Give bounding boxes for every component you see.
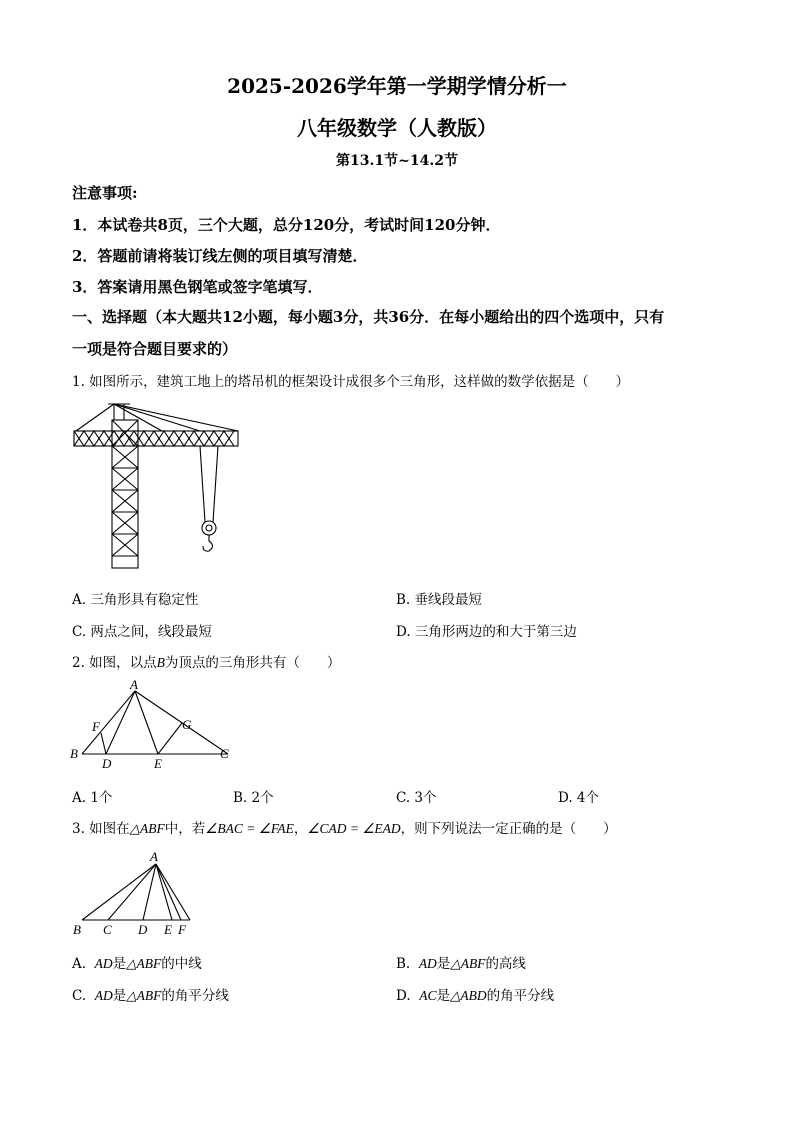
q1-option-d[interactable]: D. 三角形两边的和大于第三边 <box>396 624 577 640</box>
q3-option-b-tail: 的高线 <box>485 956 526 972</box>
q3-label-d: D <box>138 922 148 937</box>
q3-option-b-var: AD <box>418 956 437 971</box>
q1-stem: 1. 如图所示，建筑工地上的塔吊机的框架设计成很多个三角形，这样做的数学依据是（ ） <box>72 374 630 390</box>
q2-triangle-figure <box>68 680 240 770</box>
q2-stem-post: 为顶点的三角形共有（ ） <box>164 655 341 671</box>
q3-option-d-mid: 是 <box>436 988 450 1004</box>
q3-option-d-tri: △ABD <box>450 988 487 1003</box>
q3-option-c-var: AD <box>94 988 113 1003</box>
q3-option-b-letter: B. <box>396 956 411 972</box>
q2-label-d: D <box>102 756 112 770</box>
q3-option-a[interactable] <box>72 952 202 972</box>
q2-stem-var: B <box>156 655 165 670</box>
page-title: 2025-2026学年第一学期学情分析一 <box>227 74 567 98</box>
q2-label-e: E <box>154 756 162 770</box>
q3-option-c-tri: △ABF <box>126 988 162 1003</box>
q3-stem-post: ，则下列说法一定正确的是（ ） <box>400 821 617 837</box>
q3-condition-1: ∠BAC = ∠FAE <box>205 821 294 836</box>
q3-label-a: A <box>150 849 158 864</box>
q3-option-d[interactable] <box>396 984 554 1004</box>
notes-item-3: 3．答案请用黑色钢笔或签字笔填写． <box>72 278 323 296</box>
q2-option-d[interactable]: D. 4个 <box>558 790 600 806</box>
notes-item-1: 1．本试卷共8页，三个大题，总分120分，考试时间120分钟． <box>72 216 501 234</box>
q1-option-c[interactable]: C. 两点之间，线段最短 <box>72 624 212 640</box>
q3-label-e: E <box>164 922 172 937</box>
q3-option-d-var: AC <box>419 988 437 1003</box>
q3-triangle: △ABF <box>129 821 165 836</box>
q3-stem <box>72 817 617 837</box>
q3-option-c[interactable] <box>72 984 229 1004</box>
q2-option-a[interactable]: A. 1个 <box>72 790 113 806</box>
q3-option-d-tail: 的角平分线 <box>486 988 555 1004</box>
q3-option-a-mid: 是 <box>112 956 127 972</box>
q2-label-f: F <box>92 719 100 734</box>
q3-option-c-mid: 是 <box>112 988 127 1004</box>
q3-condition-sep: ， <box>293 821 308 837</box>
q3-label-f: F <box>178 922 186 937</box>
q2-label-a: A <box>130 680 138 692</box>
q3-option-c-tail: 的角平分线 <box>161 988 229 1004</box>
q3-option-a-tail: 的中线 <box>161 956 202 972</box>
page-subtitle: 八年级数学（人教版） <box>297 116 497 140</box>
q3-option-a-tri: △ABF <box>126 956 162 971</box>
q3-option-b-mid: 是 <box>436 956 451 972</box>
q3-option-c-letter: C. <box>72 988 87 1004</box>
section-heading-line2: 一项是符合题目要求的） <box>72 340 238 358</box>
q3-condition-2: ∠CAD = ∠EAD <box>307 821 401 836</box>
chapter-scope: 第13.1节~14.2节 <box>336 153 458 169</box>
q3-option-a-var: AD <box>94 956 113 971</box>
q2-label-c: C <box>220 746 229 761</box>
q3-stem-mid: 中，若 <box>164 821 206 837</box>
q3-option-b[interactable] <box>396 952 526 972</box>
q2-label-g: G <box>182 717 192 732</box>
q2-option-c[interactable]: C. 3个 <box>396 790 437 806</box>
q3-triangle-figure <box>68 846 198 938</box>
q3-label-c: C <box>103 922 112 937</box>
q3-option-a-letter: A. <box>72 956 87 972</box>
q3-option-b-tri: △ABF <box>450 956 486 971</box>
q3-stem-pre: 3. 如图在 <box>72 821 130 837</box>
tower-crane-figure <box>72 400 240 572</box>
q3-label-b: B <box>73 922 81 937</box>
section-heading-line1: 一、选择题（本大题共12小题，每小题3分，共36分．在每小题给出的四个选项中，只有 <box>72 308 665 326</box>
q3-option-d-letter: D. <box>396 988 411 1004</box>
notes-heading: 注意事项: <box>72 184 138 202</box>
q2-option-b[interactable]: B. 2个 <box>233 790 274 806</box>
q1-option-a[interactable]: A. 三角形具有稳定性 <box>72 592 199 608</box>
q1-option-b[interactable]: B. 垂线段最短 <box>396 592 483 608</box>
q2-stem <box>72 651 340 671</box>
notes-item-2: 2．答题前请将装订线左侧的项目填写清楚． <box>72 247 368 265</box>
q2-label-b: B <box>70 746 78 761</box>
q2-stem-pre: 2. 如图，以点 <box>72 655 157 671</box>
